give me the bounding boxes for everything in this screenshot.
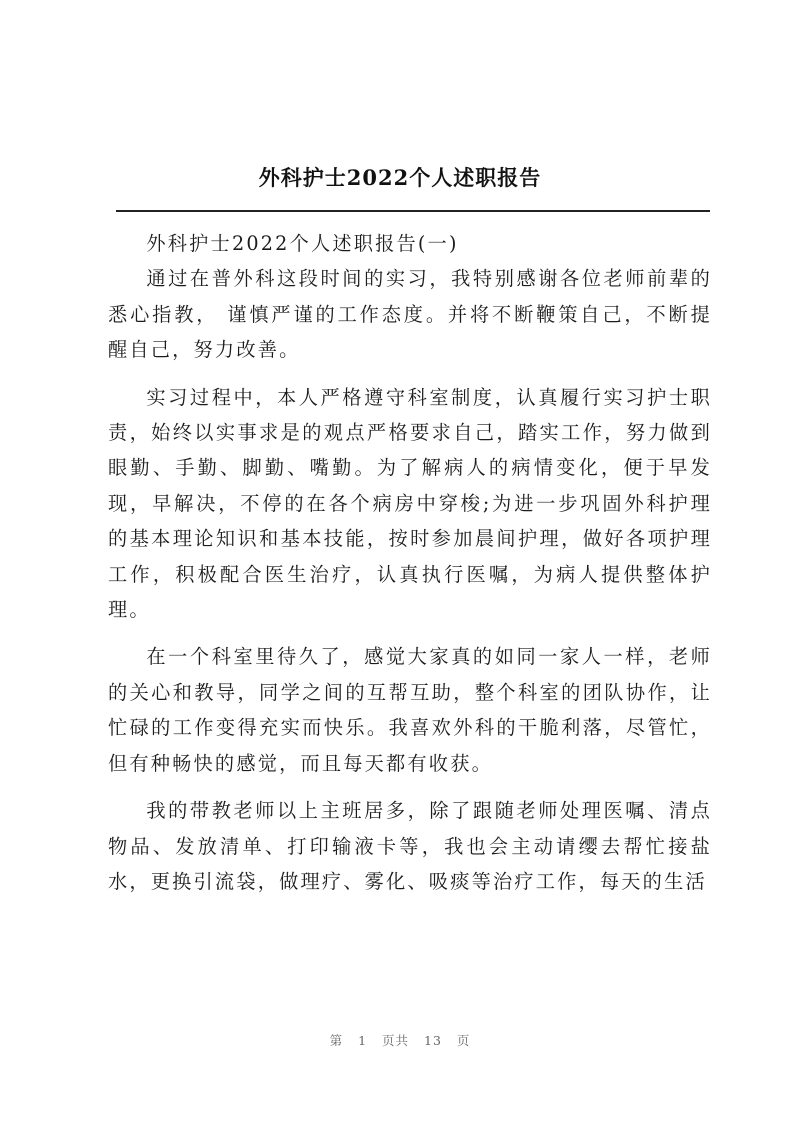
paragraph-1: 通过在普外科这段时间的实习，我特别感谢各位老师前辈的悉心指教， 谨慎严谨的工作态度。并将不断鞭策自己，不断提醒自己，努力改善。 — [108, 267, 712, 362]
paragraph-2: 实习过程中，本人严格遵守科室制度，认真履行实习护士职责，始终以实事求是的观点严格要求自己，踏实工作，努力做到眼勤、手勤、脚勤、嘴勤。为了解病人的病情变化，便于早发现，早解决，不停的在各个病房中穿梭;为进一步巩固外科护理的基本理论知识和基本技能，按时参加晨间护理，做好各项护理工作，积极配合医生治疗，认真执行医嘱，为病人提供整体护理。 — [108, 385, 712, 622]
title-underline — [116, 210, 710, 212]
footer-label-of: 页共 — [382, 1033, 410, 1048]
section-heading: 外科护士2022个人述职报告(一) — [146, 232, 459, 255]
document-body — [108, 226, 712, 899]
paragraph-4: 我的带教老师以上主班居多，除了跟随老师处理医嘱、清点物品、发放清单、打印输液卡等，我也会主动请缨去帮忙接盐水，更换引流袋，做理疗、雾化、吸痰等治疗工作，每天的生活 — [108, 799, 712, 893]
paragraph-3: 在一个科室里待久了，感觉大家真的如同一家人一样，老师的关心和教导，同学之间的互帮互助，整个科室的团队协作，让忙碌的工作变得充实而快乐。我喜欢外科的干脆利落，尽管忙，但有种畅快的感觉，而且每天都有收获。 — [108, 645, 712, 775]
footer-current-page: 1 — [358, 1033, 368, 1048]
footer-label-page: 第 — [329, 1033, 344, 1048]
page-footer — [0, 1031, 800, 1049]
document-title: 外科护士2022个人述职报告 — [258, 165, 542, 190]
footer-label-end: 页 — [456, 1033, 471, 1048]
footer-total-pages: 13 — [424, 1033, 442, 1048]
